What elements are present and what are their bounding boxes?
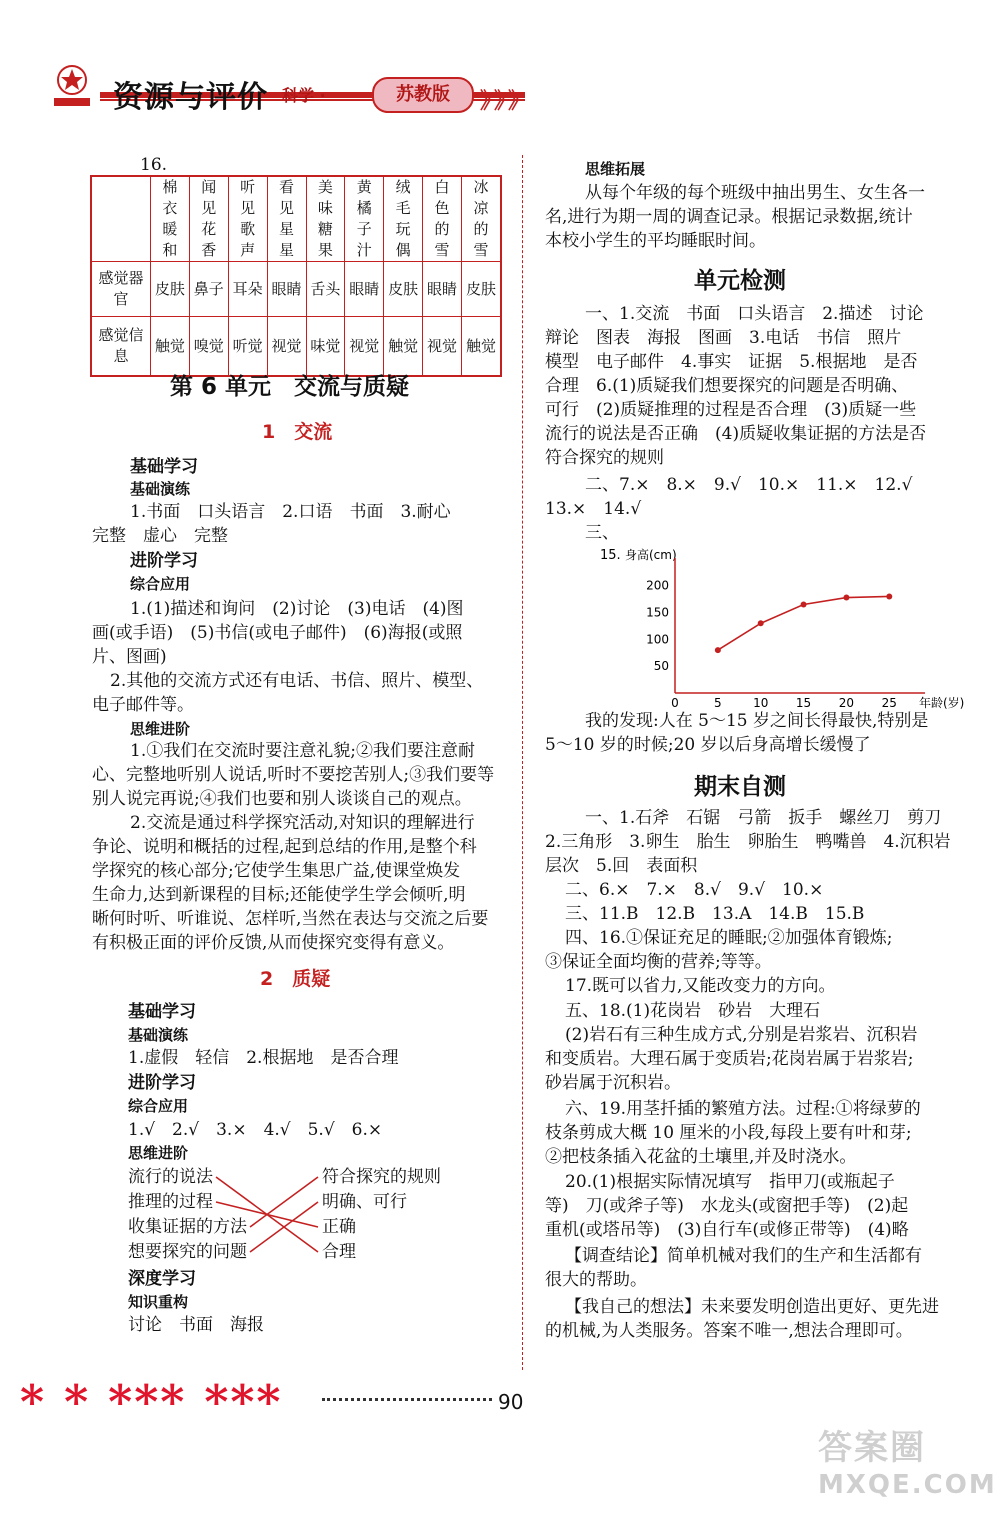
final-line18: 重机(或塔吊等) (3)自行车(或修正带等) (4)略 <box>545 1220 909 1240</box>
think-line1: 从每个年级的每个班级中抽出男生、女生各一 <box>585 183 925 203</box>
table-cell: 眼睛 <box>267 262 306 317</box>
s1-line15: 晰何时听、听谁说、怎样听,当然在表达与交流之后要 <box>92 909 489 929</box>
s1-line13: 学探究的核心部分;它使学生集思广益,使课堂焕发 <box>92 861 461 881</box>
table-cell: 触觉 <box>462 317 502 377</box>
s1-line4: 画(或手语) (5)书信(或电子邮件) (6)海报(或照 <box>92 623 463 643</box>
unit-line4: 合理 6.(1)质疑我们想要探究的问题是否明确、 <box>545 376 909 396</box>
table-header-cell: 闻见花香 <box>189 176 228 262</box>
s2-heading-deep: 深度学习 <box>128 1269 196 1289</box>
final-line13: 六、19.用茎扦插的繁殖方法。过程:①将绿萝的 <box>565 1099 921 1119</box>
unit-line2: 辩论 图表 海报 图画 3.电话 书信 照片 <box>545 328 902 348</box>
s2-heading-basic: 基础学习 <box>128 1002 196 1022</box>
sense-table <box>90 175 502 377</box>
unit-test-title: 单元检测 <box>694 268 786 294</box>
match-line-3 <box>250 1177 318 1227</box>
table-header-cell: 看见星星 <box>267 176 306 262</box>
s1-heading-basic: 基础学习 <box>130 457 198 477</box>
final-line5: 三、11.B 12.B 13.A 14.B 15.B <box>565 904 865 924</box>
table-row <box>91 262 501 317</box>
table-cell: 触觉 <box>384 317 423 377</box>
s1-heading-thinking: 思维进阶 <box>130 720 191 738</box>
final-line3: 层次 5.回 表面积 <box>545 856 698 876</box>
brand-title: 资源与评价 <box>113 80 268 115</box>
x-tick-label: 10 <box>753 696 769 710</box>
data-point <box>758 620 764 626</box>
final-line2: 2.三角形 3.卵生 胎生 卵胎生 鸭嘴兽 4.沉积岩 <box>545 832 951 852</box>
section2-title: 2 质疑 <box>260 968 331 990</box>
footer-dotted-line <box>322 1398 492 1401</box>
final-line1: 一、1.石斧 石锯 弓箭 扳手 螺丝刀 剪刀 <box>585 808 942 828</box>
s1-line2: 完整 虚心 完整 <box>92 526 228 546</box>
data-point <box>715 647 721 653</box>
table-header-cell: 黄橘子汁 <box>345 176 384 262</box>
x-tick-label: 20 <box>838 696 855 710</box>
s2-heading-advanced: 进阶学习 <box>128 1073 196 1093</box>
watermark: 答案圈 <box>818 1428 926 1468</box>
s2-heading-drill: 基础演练 <box>128 1026 189 1044</box>
table-cell: 眼睛 <box>345 262 384 317</box>
data-point <box>801 602 807 608</box>
unit-line10: 三、 <box>585 523 619 543</box>
x-tick-label: 0 <box>671 696 679 710</box>
final-test-title: 期末自测 <box>694 774 786 800</box>
s2-line1: 1.虚假 轻信 2.根据地 是否合理 <box>128 1048 399 1068</box>
s1-line14: 生命力,达到新课程的目标;还能使学生学会倾听,明 <box>92 885 466 905</box>
x-tick-label: 15 <box>795 696 812 710</box>
match-left-1: 流行的说法 <box>128 1167 213 1187</box>
table-row <box>91 176 501 262</box>
final-line16: 20.(1)根据实际情况填写 指甲刀(或瓶起子 <box>565 1172 895 1192</box>
final-line11: 和变质岩。大理石属于变质岩;花岗岩属于岩浆岩; <box>545 1049 914 1069</box>
s1-line16: 有积极正面的评价反馈,从而使探究变得有意义。 <box>92 933 455 953</box>
final-line19: 【调查结论】简单机械对我们的生产和生活都有 <box>565 1246 922 1266</box>
table-header-cell: 绒毛玩偶 <box>384 176 423 262</box>
think-line2: 名,进行为期一周的调查记录。根据记录数据,统计 <box>545 207 913 227</box>
final-line8: 17.既可以省力,又能改变力的方向。 <box>565 976 836 996</box>
final-line17: 等) 刀(或斧子等) 水龙头(或窗把手等) (2)起 <box>545 1196 909 1216</box>
x-tick-label: 5 <box>714 696 722 710</box>
table-cell: 皮肤 <box>462 262 502 317</box>
s1-line8: 1.①我们在交流时要注意礼貌;②我们要注意耐 <box>130 741 475 761</box>
y-tick-label: 150 <box>646 605 669 620</box>
table-cell: 听觉 <box>228 317 267 377</box>
discovery-line2: 5～10 岁的时候;20 岁以后身高增长缓慢了 <box>545 735 871 755</box>
unit-line9: 13.× 14.√ <box>545 499 642 519</box>
unit-line3: 模型 电子邮件 4.事实 证据 5.根据地 是否 <box>545 352 918 372</box>
final-line12: 砂岩属于沉积岩。 <box>545 1073 681 1093</box>
table-cell: 鼻子 <box>189 262 228 317</box>
table-row-label: 感觉信息 <box>91 317 151 377</box>
data-point <box>843 595 849 601</box>
page-number: 90 <box>498 1390 524 1414</box>
header-arrows: 》》》 <box>480 88 534 114</box>
table-cell: 味觉 <box>306 317 345 377</box>
final-line21: 【我自己的想法】未来要发明创造出更好、更先进 <box>565 1297 939 1317</box>
table-header-cell: 白色的雪 <box>423 176 462 262</box>
section1-title: 1 交流 <box>262 421 333 443</box>
s1-line1: 1.书面 口头语言 2.口语 书面 3.耐心 <box>130 502 451 522</box>
table-cell: 触觉 <box>151 317 190 377</box>
final-line6: 四、16.①保证充足的睡眠;②加强体育锻炼; <box>565 928 893 948</box>
table-cell: 舌头 <box>306 262 345 317</box>
match-left-3: 收集证据的方法 <box>128 1217 247 1237</box>
match-right-4: 合理 <box>322 1242 356 1262</box>
match-left-2: 推理的过程 <box>128 1192 213 1212</box>
table-header-cell: 美味糖果 <box>306 176 345 262</box>
table-cell: 皮肤 <box>151 262 190 317</box>
unit-line5: 可行 (2)质疑推理的过程是否合理 (3)质疑一些 <box>545 400 917 420</box>
edition-badge: 苏教版 <box>372 77 474 113</box>
think-expand-heading: 思维拓展 <box>585 160 646 178</box>
table-cell: 耳朵 <box>228 262 267 317</box>
table-header-cell: 棉衣暖和 <box>151 176 190 262</box>
s1-line5: 片、图画) <box>92 647 167 667</box>
matching-lines <box>120 1160 330 1270</box>
unit-line7: 符合探究的规则 <box>545 448 664 468</box>
x-axis-label: 年龄(岁) <box>919 696 965 710</box>
s2-line2: 1.√ 2.√ 3.× 4.√ 5.√ 6.× <box>128 1120 383 1140</box>
final-line7: ③保证全面均衡的营养;等等。 <box>545 952 772 972</box>
y-tick-label: 50 <box>653 659 669 674</box>
unit-line1: 一、1.交流 书面 口头语言 2.描述 讨论 <box>585 304 924 324</box>
think-line3: 本校小学生的平均睡眠时间。 <box>545 231 766 251</box>
s1-line11: 2.交流是通过科学探究活动,对知识的理解进行 <box>130 813 475 833</box>
s1-line10: 别人说完再说;④我们也要和别人谈谈自己的观点。 <box>92 789 472 809</box>
table-header-cell: 听见歌声 <box>228 176 267 262</box>
unit-line8: 二、7.× 8.× 9.√ 10.× 11.× 12.√ <box>585 475 913 495</box>
y-axis-label: 身高(cm) <box>625 548 677 562</box>
star-logo-icon <box>52 64 92 108</box>
table-cell: 视觉 <box>267 317 306 377</box>
s1-line12: 争论、说明和概括的过程,起到总结的作用,是整个科 <box>92 837 477 857</box>
table-cell: 皮肤 <box>384 262 423 317</box>
s1-heading-advanced: 进阶学习 <box>130 551 198 571</box>
s1-heading-drill: 基础演练 <box>130 480 191 498</box>
chart-question-label: 15. <box>600 548 621 563</box>
table-cell: 眼睛 <box>423 262 462 317</box>
final-line14: 枝条剪成大概 10 厘米的小段,每段上要有叶和芽; <box>545 1123 912 1143</box>
table-cell: 视觉 <box>345 317 384 377</box>
unit-line6: 流行的说法是否正确 (4)质疑收集证据的方法是否 <box>545 424 927 444</box>
final-line4: 二、6.× 7.× 8.√ 9.√ 10.× <box>565 880 824 900</box>
subject-tag: 科学 · <box>282 86 326 105</box>
s1-line6: 2.其他的交流方式还有电话、书信、照片、模型、 <box>110 671 484 691</box>
discovery-line1: 我的发现:人在 5～15 岁之间长得最快,特别是 <box>585 711 929 731</box>
watermark-url: MXQE.COM <box>818 1470 997 1500</box>
match-right-1: 符合探究的规则 <box>322 1167 441 1187</box>
data-point <box>886 593 892 599</box>
growth-chart <box>600 548 965 710</box>
publisher-logo <box>52 64 92 108</box>
table-header-cell <box>91 176 151 262</box>
table-row-label: 感觉器官 <box>91 262 151 317</box>
footer-stars-decoration: * * *** *** <box>20 1375 283 1429</box>
s2-heading-rebuild: 知识重构 <box>128 1293 189 1311</box>
final-line10: (2)岩石有三种生成方式,分别是岩浆岩、沉积岩 <box>565 1025 918 1045</box>
s1-heading-apply: 综合应用 <box>130 575 191 593</box>
unit-title: 第 6 单元 交流与质疑 <box>170 374 410 400</box>
final-line22: 的机械,为人类服务。答案不唯一,想法合理即可。 <box>545 1321 913 1341</box>
final-line20: 很大的帮助。 <box>545 1270 647 1290</box>
x-tick-label: 25 <box>881 696 897 710</box>
table-header-cell: 冰凉的雪 <box>462 176 502 262</box>
match-left-4: 想要探究的问题 <box>128 1242 247 1262</box>
s1-line9: 心、完整地听别人说话,听时不要挖苦别人;③我们要等 <box>92 765 495 785</box>
final-line15: ②把枝条插入花盆的土壤里,并及时浇水。 <box>545 1147 857 1167</box>
column-divider <box>522 155 523 1370</box>
y-tick-label: 200 <box>646 578 669 593</box>
s2-line3: 讨论 书面 海报 <box>128 1315 264 1335</box>
table-cell: 视觉 <box>423 317 462 377</box>
final-line9: 五、18.(1)花岗岩 砂岩 大理石 <box>565 1001 821 1021</box>
s1-line7: 电子邮件等。 <box>92 695 194 715</box>
s2-heading-thinking: 思维进阶 <box>128 1144 189 1162</box>
s1-line3: 1.(1)描述和询问 (2)讨论 (3)电话 (4)图 <box>130 599 464 619</box>
s2-heading-apply: 综合应用 <box>128 1097 189 1115</box>
q16-label: 16. <box>140 155 168 175</box>
table-cell: 嗅觉 <box>189 317 228 377</box>
y-tick-label: 100 <box>646 632 669 647</box>
match-right-3: 正确 <box>322 1217 356 1237</box>
match-right-2: 明确、可行 <box>322 1192 407 1212</box>
